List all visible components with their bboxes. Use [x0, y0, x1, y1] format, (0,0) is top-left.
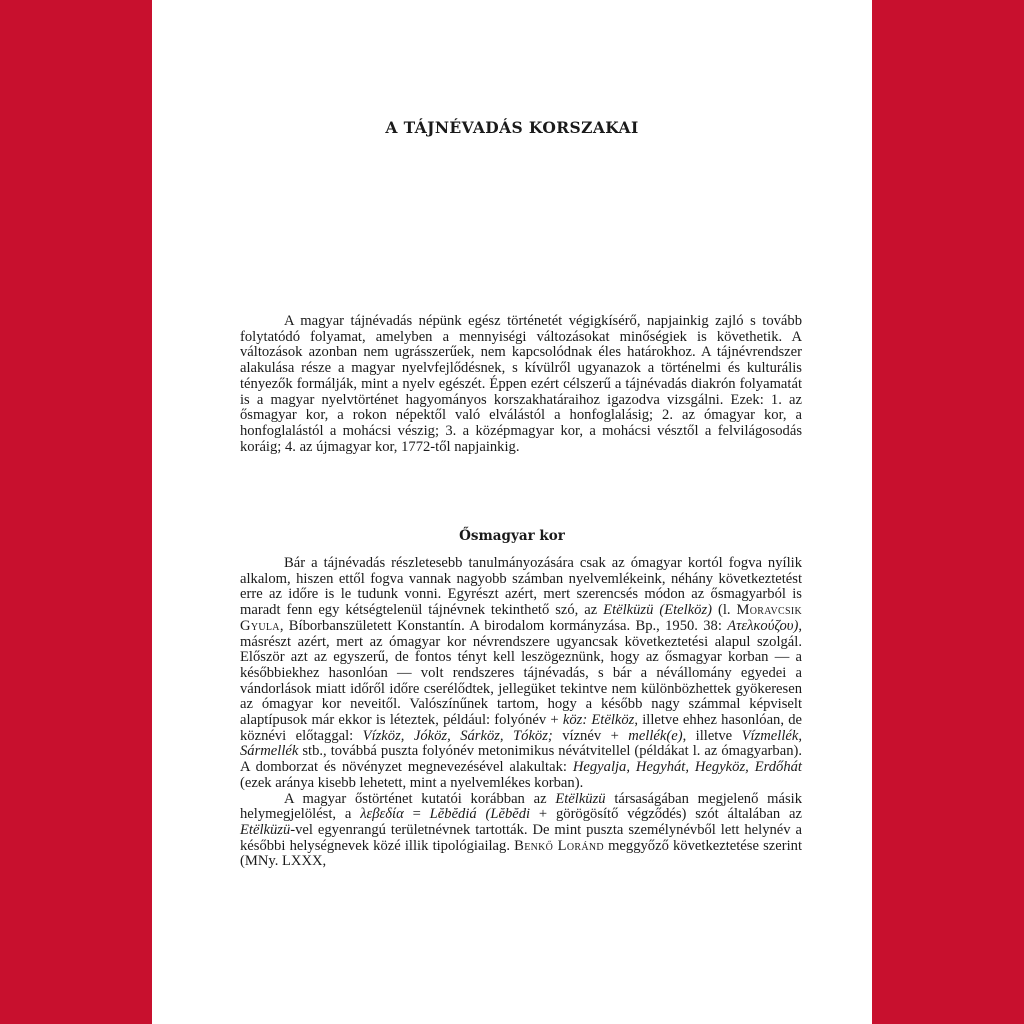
intro-paragraph-block — [240, 314, 802, 455]
text-run: , másrészt azért, mert az ómagyar kor névrendszere ugyancsak következtetési alapul szolgál. Először azt az egyszerű, de fontos tényt kell leszögeznünk, hogy az ősmagyar korban — a későbbiekhez hasonlóan — volt rendszeres tájnévadás, s bár a névállomány egyedei a vándorlások miatt időről időre cserélődtek, jellegüket tekintve nem különbözhettek gyökeresen az ómagyar kor neveitől. Valószínűnek tartom, hogy a később nagy számmal képviselt alaptípusok már ekkor is léteztek, például: folyónév + — [240, 617, 802, 729]
text-run: (l. — [712, 602, 737, 619]
section-paragraph-1 — [240, 556, 802, 792]
text-run: -vel egyenrangú területnévnek tartották. De mint puszta személynévből lett helynév a későbbi helységnevek közé illik tipológiailag. — [240, 821, 802, 854]
intro-paragraph: A magyar tájnévadás népünk egész történetét végigkísérő, napjainkig zajló s tovább folytatódó folyamat, amelyben a mennyiségi változásokat minőségiek is követhetik. A változások azonban nem ugrásszerűek, nem kapcsolódnak éles határokhoz. A tájnévrendszer alakulása része a magyar nyelvfejlődésnek, s kívülről ugyanazok a történelmi és kulturális tényezők formálják, mint a nyelv egészét. Éppen ezért célszerű a tájnévadás diakrón folyamatát is a magyar nyelvtörténet hagyományos korszakhatáraihoz igazodva vizsgálni. Ezek: 1. az ősmagyar kor, a rokon népektől való elválástól a honfoglalásig; 2. az ómagyar kor, a honfoglalástól a mohácsi vészig; 3. a középmagyar kor, a mohácsi vésztől a felvilágosodás koráig; 4. az újmagyar kor, 1772-től napjainkig. — [240, 313, 802, 455]
book-page — [152, 0, 872, 1024]
greek-term: λεβεδία — [360, 806, 404, 823]
text-run: = — [403, 806, 430, 823]
italic-term: Etëlküzü — [240, 821, 291, 838]
text-run: , illetve ehhez hasonlóan, de köznévi előtaggal: — [240, 712, 802, 744]
text-run: meggyőző következtetése szerint (MNy. LXXX, — [240, 837, 802, 870]
author-name: Moravcsik Gyula — [240, 602, 802, 634]
text-run: , Bíborbanszületett Konstantín. A birodalom kormányzása. Bp., 1950. 38: — [279, 617, 728, 634]
text-run: + görögösítő végződés) szót általában az — [530, 806, 802, 823]
text-run: , illetve — [682, 727, 742, 744]
section-paragraph-2 — [240, 792, 802, 871]
author-name: Benkő Loránd — [514, 837, 604, 854]
italic-term: mellék(e) — [628, 727, 683, 744]
greek-term: Ατελκούζου) — [727, 617, 799, 634]
italic-term: köz: Etëlköz — [562, 712, 635, 729]
italic-term: Etëlküzü — [555, 790, 606, 807]
left-red-border — [0, 0, 152, 1024]
italic-term: Hegyalja, Hegyhát, Hegyköz, Erdőhát — [572, 759, 802, 776]
text-run: Bár a tájnévadás részletesebb tanulmányozására csak az ómagyar kortól fogva nyílik alkalom, hiszen ettől fogva vannak nagyobb számban nyelvemlékeink, néhány következtetést erre az időre is le tudunk vonni. Egyrészt azért, mert szerencsés módon az ősmagyarból is maradt fenn egy kétségtelenül tájnévnek tekinthető szó, az — [240, 555, 802, 619]
chapter-title: A TÁJNÉVADÁS KORSZAKAI — [385, 118, 639, 137]
italic-term: Vízmellék, Sármellék — [240, 727, 802, 760]
text-run: (ezek aránya kisebb lehetett, mint a nyelvemlékes korban). — [240, 774, 584, 791]
italic-term: Etëlküzü (Etelköz) — [603, 602, 713, 619]
text-run: víznév + — [552, 727, 629, 744]
section-heading: Ősmagyar kor — [459, 528, 565, 544]
text-run: stb., továbbá puszta folyónév metonimikus névátvitellel (példákat l. az ómagyarban). A domborzat és növényzet megnevezésével alakultak: — [240, 743, 802, 776]
right-red-border — [872, 0, 1024, 1024]
italic-term: Vízköz, Jóköz, Sárköz, Tóköz; — [362, 727, 553, 744]
section-body — [240, 556, 802, 870]
italic-term: Lĕbĕdiá (Lĕbĕdi — [429, 806, 531, 823]
text-run: társaságában megjelenő másik helymegjelölést, a — [240, 790, 803, 823]
text-run: A magyar őstörténet kutatói korábban az — [284, 790, 556, 807]
